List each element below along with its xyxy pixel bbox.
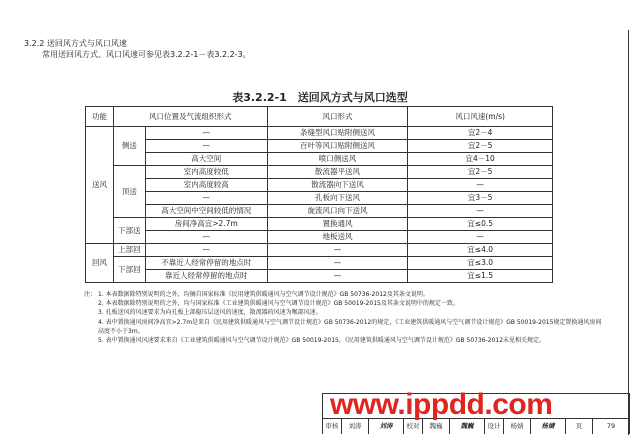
section-text: 常用送回风方式、风口风速可参见表3.2.2-1－表3.2.2-3。 (42, 50, 251, 59)
cell-speed: 宜≤4.0 (408, 244, 553, 257)
table-row (86, 205, 553, 218)
reviewer-name: 刘涛 (342, 419, 369, 434)
cell-position: — (145, 244, 267, 257)
section-heading: 3.2.2 送回风方式与风口风速 (24, 39, 127, 48)
cell-speed: 宜≤3.0 (408, 257, 553, 270)
page-frame-line (628, 30, 629, 435)
table-row (86, 192, 553, 205)
cell-position: — (145, 231, 267, 244)
cell-form: — (267, 270, 408, 283)
group-side: 侧送 (113, 127, 145, 166)
cell-speed: 宜≤1.5 (408, 270, 553, 283)
cell-speed: 宜2－5 (408, 166, 553, 179)
cell-position: 靠近人经常停留的地点时 (145, 270, 267, 283)
reviewer-signature: 刘涛 (369, 419, 404, 434)
notes-label: 注： (84, 291, 97, 298)
cell-position: 不靠近人经常停留的地点时 (145, 257, 267, 270)
table-notes (84, 290, 604, 345)
cell-position: 室内高度较低 (145, 166, 267, 179)
table-row (86, 179, 553, 192)
table-row (86, 166, 553, 179)
cell-position: 高大空间中空间较低的情况 (145, 205, 267, 218)
cell-position: 房间净高宜>2.7m (145, 218, 267, 231)
table-row (86, 140, 553, 153)
review-label: 审核 (323, 419, 342, 434)
table-header (86, 107, 553, 127)
table-title: 表3.2.2-1 送回风方式与风口选型 (232, 91, 408, 104)
cell-position: 室内高度较高 (145, 179, 267, 192)
cell-form: 条缝型风口贴附侧送风 (267, 127, 408, 140)
note-item: 1. 本表数据除特别说明的之外，均摘自国家标准《民用建筑供暖通风与空气调节设计规范》GB 50736-2012及其条文说明。 (98, 291, 429, 298)
cell-form: 散流器平送风 (267, 166, 408, 179)
air-distribution-table (85, 106, 553, 283)
table-row (86, 153, 553, 166)
cell-speed: — (408, 205, 553, 218)
cell-form: 旋流风口向下送风 (267, 205, 408, 218)
page-label: 页 (566, 419, 593, 434)
watermark: www.ippdd.com (330, 388, 553, 421)
cell-form: 散流器向下送风 (267, 179, 408, 192)
group-return: 回风 (86, 244, 114, 283)
cell-position: — (145, 192, 267, 205)
cell-speed: 宜≤0.5 (408, 218, 553, 231)
note-item: 2. 本表数据除特别说明的之外，均与国家标准《工业建筑供暖通风与空气调节设计规范》GB 50019-2015及其条文说明中的规定一致。 (98, 300, 459, 308)
table-row (86, 218, 553, 231)
cell-form: — (267, 244, 408, 257)
cell-speed: — (408, 231, 553, 244)
table-row (86, 231, 553, 244)
group-lower: 下部送 (113, 218, 145, 244)
cell-form: 地板送风 (267, 231, 408, 244)
header-position: 风口位置及气流组织形式 (113, 107, 267, 127)
cell-speed: 宜2－5 (408, 140, 553, 153)
design-label: 设计 (485, 419, 504, 434)
header-form: 风口形式 (267, 107, 408, 127)
group-top: 顶送 (113, 166, 145, 218)
note-item: 3. 孔板送风的风速要求为向孔板上部稳压层送风的速度，散流器的风速为喉部风速。 (98, 309, 322, 317)
cell-speed: 宜3－5 (408, 192, 553, 205)
section-intro (24, 38, 251, 60)
cell-form: 置换通风 (267, 218, 408, 231)
header-speed: 风口风速(m/s) (408, 107, 553, 127)
cell-position: — (145, 140, 267, 153)
table-row (86, 127, 553, 140)
cell-form: 孔板向下送风 (267, 192, 408, 205)
cell-form: — (267, 257, 408, 270)
cell-speed: 宜4－10 (408, 153, 553, 166)
cell-position: — (145, 127, 267, 140)
table-row (86, 270, 553, 283)
cell-position: 高大空间 (145, 153, 267, 166)
checker-signature: 魏巍 (450, 419, 485, 434)
cell-form: 百叶等风口贴附侧送风 (267, 140, 408, 153)
note-item: 5. 表中置换通风风速要求来自《工业建筑供暖通风与空气调节设计规范》GB 50019-2015，《民用建筑供暖通风与空气调节设计规范》GB 50736-2012未见相关规定。 (98, 337, 546, 345)
table-row (86, 257, 553, 270)
check-label: 校对 (404, 419, 423, 434)
table-row (86, 244, 553, 257)
cell-speed: — (408, 179, 553, 192)
page-number: 79 (606, 422, 616, 430)
header-function: 功能 (86, 107, 114, 127)
cell-form: 喷口侧送风 (267, 153, 408, 166)
cell-speed: 宜2－4 (408, 127, 553, 140)
group-lower-return: 下部回 (113, 257, 145, 283)
checker-name: 魏巍 (423, 419, 450, 434)
designer-signature: 杨婧 (531, 419, 566, 434)
group-supply: 送风 (86, 127, 114, 244)
note-item: 4. 表中置换通风房间净高宜>2.7m是来自《民用建筑供暖通风与空气调节设计规范》GB 50736-2012的规定，《工业建筑供暖通风与空气调节设计规范》GB 50019-2015规定置换通风房间高度不小于3m。 (98, 318, 602, 335)
group-upper-return: 上部回 (113, 244, 145, 257)
designer-name: 杨婧 (504, 419, 531, 434)
